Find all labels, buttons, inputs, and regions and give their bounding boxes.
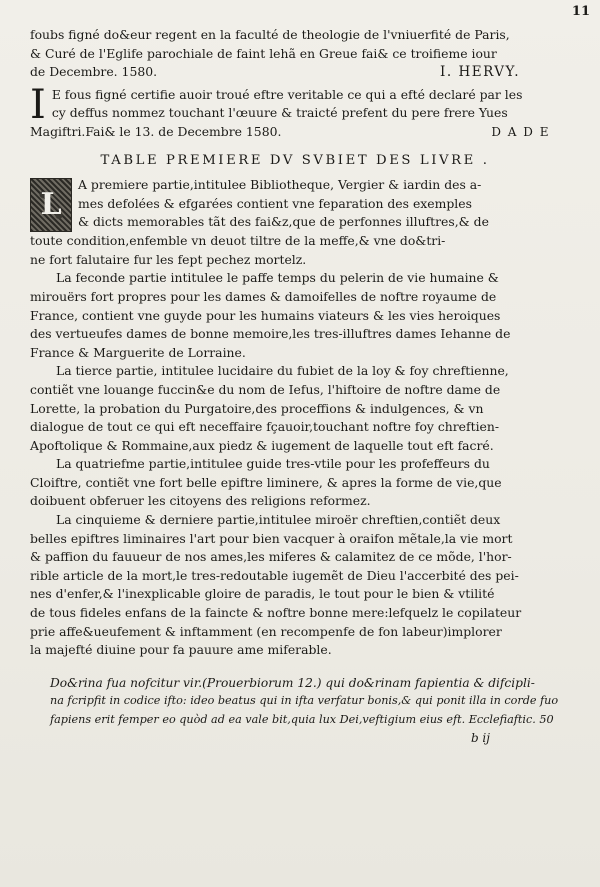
part-3-paragraph	[30, 362, 560, 455]
part-4-line: Cloiftre, contiẽt vne fort belle epiftre liminere, & apres la forme de vie,que	[30, 474, 502, 490]
part-1-line: toute condition,enfemble vn deuot tiltre de la meffe,& vne do&tri-	[30, 233, 446, 249]
initial-letter: I	[30, 81, 46, 128]
quote-line: Do&rina fua nofcitur vir.(Prouerbiorum 12.) qui do&rinam fapientia & difcipli-	[50, 675, 535, 690]
part-1-line: & dicts memorables tãt des fai&z,que de perfonnes illuftres,& de	[78, 214, 489, 230]
part-2-line: des vertueufes dames de bonne memoire,les tres-illuftres dames Iehanne de	[30, 326, 511, 342]
quote-line: na fcripfit in codice ifto: ideo beatus qui in ifta verfatur bonis,& qui ponit illa in corde fuo	[50, 694, 559, 708]
part-3-line: Apoftolique & Rommaine,aux piedz & iugement de laquelle tout eft facré.	[30, 437, 494, 453]
catchword: b ij	[470, 731, 490, 746]
approval-block-2	[30, 81, 560, 142]
part-2-line: La feconde partie intitulee le paffe temps du pelerin de vie humaine &	[56, 270, 499, 286]
part-5-line: prie affe&ueufement & inftamment (en recompenfe de fon labeur)implorer	[30, 623, 502, 639]
part-5-line: La cinquieme & derniere partie,intitulee miroër chreftien,contiẽt deux	[56, 512, 501, 528]
approval-block-1	[30, 26, 560, 82]
part-5-line: rible article de la mort,le tres-redoutable iugemẽt de Dieu l'accerbité des pei-	[30, 567, 519, 583]
part-2-paragraph	[30, 269, 560, 362]
part-1-line: ne fort falutaire fur les fept pechez mortelz.	[30, 251, 307, 267]
approval-2-line: Magiftri.Fai& le 13. de Decembre 1580.	[30, 123, 282, 139]
approval-1-line: & Curé de l'Eglife parochiale de faint lehã en Greue fai& ce troifieme iour	[30, 45, 497, 61]
approval-2-line: E fous figné certifie auoir troué eftre veritable ce qui a efté declaré par les	[51, 86, 523, 102]
part-5-line: de tous fideles enfans de la faincte & noftre bonne mere:lefquelz le copilateur	[30, 605, 522, 621]
table-title: TABLE PREMIERE DV SVBIET DES LIVRE .	[100, 152, 490, 168]
part-1-paragraph	[30, 176, 560, 269]
part-5-line: la majefté diuine pour fa pauure ame miferable.	[30, 642, 332, 658]
part-3-line: Lorette, la probation du Purgatoire,des proceffions & indulgences, & vn	[30, 400, 484, 416]
part-2-line: France, contient vne guyde pour les humains viateurs & les vies heroiques	[30, 307, 501, 323]
part-2-line: France & Marguerite de Lorraine.	[30, 344, 246, 360]
quote-line: fapiens erit femper eo quòd ad ea vale bit,quia lux Dei,veftigium eius eft. Ecclefiaftic. 50	[50, 712, 554, 726]
part-4-line: La quatriefme partie,intitulee guide tres-vtile pour les profeffeurs du	[56, 456, 490, 472]
part-5-line: belles epiftres liminaires l'art pour bien vacquer à oraifon mẽtale,la vie mort	[30, 530, 513, 546]
approval-1-line: foubs figné do&eur regent en la faculté de theologie de l'vniuerfité de Paris,	[30, 27, 510, 42]
page-text	[30, 26, 560, 747]
part-5-line: & paffion du fauueur de nos ames,les miferes & calamitez de ce mõde, l'hor-	[30, 549, 512, 565]
part-3-line: contiẽt vne louange fuccin&e du nom de Iefus, l'hiftoire de noftre dame de	[30, 381, 501, 397]
part-5-line: nes d'enfer,& l'inexplicable gloire de paradis, le tout pour le bien & vtilité	[30, 586, 495, 602]
part-1-line: A premiere partie,intitulee Bibliotheque, Vergier & iardin des a-	[78, 177, 482, 193]
signature-hervy: I. HERVY.	[440, 64, 520, 81]
approval-1-line: de Decembre. 1580.	[30, 64, 158, 80]
latin-quotation	[30, 674, 560, 748]
part-3-line: dialogue de tout ce qui eft neceffaire fçauoir,touchant noftre foy chreftien-	[30, 419, 500, 435]
part-2-line: mirouërs fort propres pour les dames & damoifelles de noftre royaume de	[30, 288, 497, 304]
part-4-paragraph	[30, 455, 560, 511]
ornamental-dropcap: L	[30, 178, 72, 232]
part-4-line: doibuent obferuer les citoyens des religions reformez.	[30, 493, 371, 509]
part-5-paragraph	[30, 511, 560, 660]
part-1-line: mes defolées & efgarées contient vne feparation des exemples	[78, 195, 472, 211]
signature-dad: D A D E	[491, 124, 550, 139]
page-number: 11	[571, 4, 590, 19]
approval-2-line: cy deffus nommez touchant l'œuure & traicté prefent du pere frere Yues	[51, 105, 508, 121]
part-3-line: La tierce partie, intitulee lucidaire du fubiet de la loy & foy chreftienne,	[56, 363, 509, 379]
